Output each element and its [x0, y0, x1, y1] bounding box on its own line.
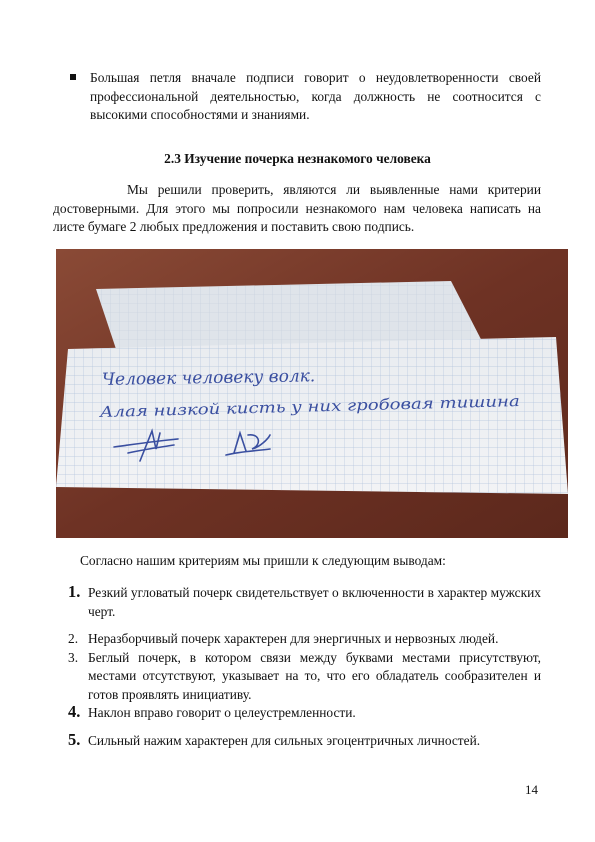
list-number: 2.	[68, 631, 79, 646]
list-item	[68, 630, 541, 649]
handwriting-line-1: Человек человеку волк.	[101, 366, 316, 390]
list-item	[68, 649, 541, 705]
conclusions-intro: Согласно нашим критериям мы пришли к следующим выводам:	[80, 553, 446, 568]
list-text: Наклон вправо говорит о целеустремленности.	[88, 705, 356, 720]
page-number: 14	[525, 782, 538, 797]
list-text: Неразборчивый почерк характерен для энергичных и нервозных людей.	[88, 631, 499, 646]
list-text: Сильный нажим характерен для сильных эгоцентричных личностей.	[88, 732, 481, 748]
list-item	[68, 584, 541, 621]
list-number: 5.	[68, 729, 81, 749]
bullet-paragraph	[68, 69, 541, 125]
handwriting-line-2: Алая низкой кисть у них гробовая тишина	[99, 393, 449, 421]
section-heading: 2.3 Изучение почерка незнакомого человека	[164, 151, 431, 166]
list-item	[68, 704, 541, 723]
square-bullet-icon	[70, 74, 76, 80]
body-paragraph: Мы решили проверить, являются ли выявленные нами критерии достоверными. Для этого мы попросили незнакомого нам человека написать на листе бумаге 2 любых предложения и поставить свою подпись.	[53, 182, 541, 234]
list-text: Беглый почерк, в котором связи между буквами местами присутствуют, местами отсутствуют, указывает на то, что его обладатель сообразителен и готов проявлять инициативу.	[88, 649, 541, 702]
bullet-text: Большая петля вначале подписи говорит о неудовлетворенности своей профессиональной деятельностью, когда должность не соотносится с высокими способностями и знаниями.	[90, 70, 541, 122]
list-number: 4.	[68, 702, 81, 721]
handwriting-photo	[56, 249, 568, 538]
list-text: Резкий угловатый почерк свидетельствует о включенности в характер мужских черт.	[88, 585, 541, 619]
list-item	[68, 729, 541, 751]
conclusions-list	[68, 584, 541, 750]
list-number: 1.	[68, 582, 81, 601]
list-number: 3.	[68, 649, 79, 665]
